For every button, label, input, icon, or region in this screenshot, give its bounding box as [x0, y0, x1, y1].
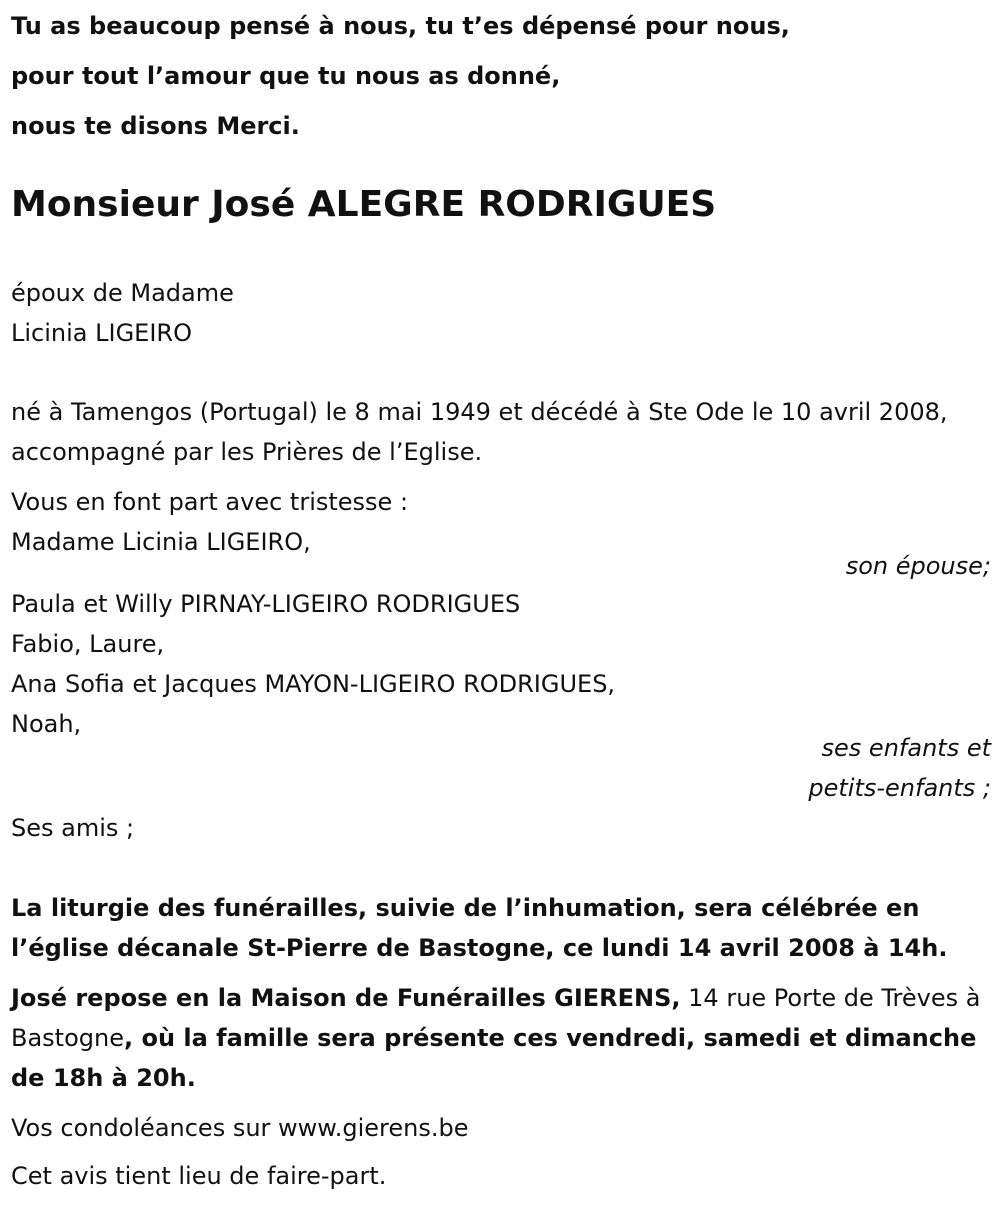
friends-line: Ses amis ; — [11, 814, 135, 842]
poem-line: Tu as beaucoup pensé à nous, tu t’es dépensé pour nous, — [11, 12, 790, 40]
children-role: ses enfants et — [821, 734, 991, 762]
child-line: Ana Sofia et Jacques MAYON-LIGEIRO RODRIGUES, — [11, 670, 616, 698]
deceased-name: Monsieur José ALEGRE RODRIGUES — [11, 184, 717, 225]
notice-line: Cet avis tient lieu de faire-part. — [11, 1162, 387, 1190]
condolences-line: Vos condoléances sur www.gierens.be — [11, 1114, 469, 1142]
funeral-info: La liturgie des funérailles, suivie de l’inhumation, sera célébrée en l’église décanale St-Pierre de Bastogne, ce lundi 14 avril 2008 à 14h. — [11, 894, 948, 962]
repose-info — [11, 978, 991, 1098]
spouse-line: époux de Madame — [11, 279, 234, 307]
child-line: Noah, — [11, 710, 82, 738]
wife-role: son épouse; — [845, 552, 991, 580]
poem-line: pour tout l’amour que tu nous as donné, — [11, 62, 561, 90]
repose-visiting: , où la famille sera présente ces vendredi, samedi et dimanche de 18h à 20h. — [11, 1024, 977, 1092]
announce-intro: Vous en font part avec tristesse : — [11, 488, 409, 516]
poem-line: nous te disons Merci. — [11, 112, 300, 140]
children-role: petits-enfants ; — [808, 774, 991, 802]
wife-name: Madame Licinia LIGEIRO, — [11, 528, 311, 556]
child-line: Paula et Willy PIRNAY-LIGEIRO RODRIGUES — [11, 590, 521, 618]
child-line: Fabio, Laure, — [11, 630, 165, 658]
repose-place: José repose en la Maison de Funérailles GIERENS, — [11, 984, 681, 1012]
birth-death-text: né à Tamengos (Portugal) le 8 mai 1949 et décédé à Ste Ode le 10 avril 2008, accompagné par les Prières de l’Eglise. — [11, 398, 948, 466]
spouse-line: Licinia LIGEIRO — [11, 319, 192, 347]
repose-address: 14 rue Porte de Trèves à Bastogne — [11, 984, 981, 1052]
